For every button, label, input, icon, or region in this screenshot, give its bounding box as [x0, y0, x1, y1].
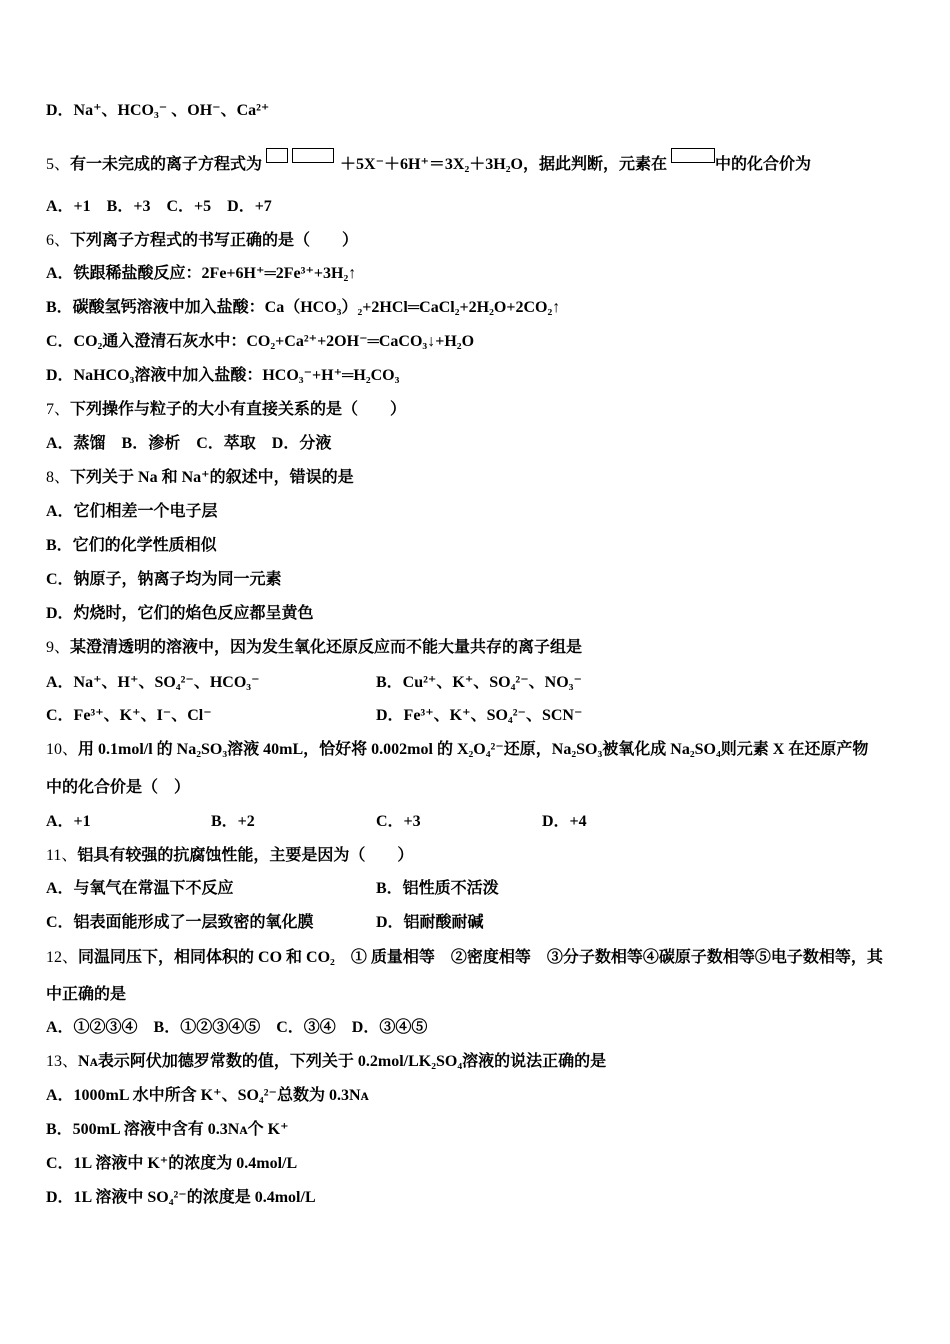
q13-option-d: D．1L 溶液中 SO₄²⁻的浓度是 0.4mol/L — [46, 1189, 316, 1206]
q9-option-a: A．Na⁺、H⁺、SO₄²⁻、HCO₃⁻ — [46, 674, 260, 691]
q5-number: 5、 — [46, 156, 71, 173]
q10-stem: 10、用 0.1mol/l 的 Na₂SO₃溶液 40mL，恰好将 0.002mol 的 X₂O₄²⁻还原，Na₂SO₃被氧化成 Na₂SO₄则元素 X 在还原产物 — [46, 741, 869, 758]
q8-option-c: C．钠原子，钠离子均为同一元素 — [46, 571, 282, 588]
q13-option-a: A．1000mL 水中所含 K⁺、SO₄²⁻总数为 0.3Nᴀ — [46, 1087, 369, 1104]
q10-option-c: C．+3 — [376, 813, 421, 830]
q9-stem: 9、某澄清透明的溶液中，因为发生氧化还原反应而不能大量共存的离子组是 — [46, 639, 583, 656]
q12-options: A．①②③④ B．①②③④⑤ C．③④ D．③④⑤ — [46, 1019, 428, 1036]
q11-option-b: B．铝性质不活泼 — [376, 880, 499, 897]
q9-option-d: D．Fe³⁺、K⁺、SO₄²⁻、SCN⁻ — [376, 707, 583, 724]
q7-options: A．蒸馏 B．渗析 C．萃取 D．分液 — [46, 435, 332, 452]
q11-option-d: D．铝耐酸耐碱 — [376, 914, 484, 931]
q8-option-a: A．它们相差一个电子层 — [46, 503, 218, 520]
q5-stem: 5、有一未完成的离子方程式为 ＋5X⁻＋6H⁺＝3X₂＋3H₂O，据此判断，元素在 中的化合价为 — [46, 148, 811, 175]
q7-stem: 7、下列操作与粒子的大小有直接关系的是（ ） — [46, 401, 407, 418]
q10-option-d: D．+4 — [542, 813, 587, 830]
q11-stem: 11、铝具有较强的抗腐蚀性能，主要是因为（ ） — [46, 847, 414, 864]
blank-box — [266, 148, 288, 163]
blank-box — [671, 148, 715, 163]
q13-option-b: B．500mL 溶液中含有 0.3Nᴀ个 K⁺ — [46, 1121, 289, 1138]
q9-option-b: B．Cu²⁺、K⁺、SO₄²⁻、NO₃⁻ — [376, 674, 582, 691]
q13-stem: 13、Nᴀ表示阿伏加德罗常数的值，下列关于 0.2mol/LK₂SO₄溶液的说法正确的是 — [46, 1053, 607, 1070]
q6-option-b: B．碳酸氢钙溶液中加入盐酸：Ca（HCO₃）₂+2HCl═CaCl₂+2H₂O+2CO₂↑ — [46, 299, 561, 316]
q13-option-c: C．1L 溶液中 K⁺的浓度为 0.4mol/L — [46, 1155, 298, 1172]
q11-option-c: C．铝表面能形成了一层致密的氧化膜 — [46, 914, 314, 931]
q8-option-b: B．它们的化学性质相似 — [46, 537, 217, 554]
q6-stem: 6、下列离子方程式的书写正确的是（ ） — [46, 232, 359, 249]
q8-stem: 8、下列关于 Na 和 Na⁺的叙述中，错误的是 — [46, 469, 354, 486]
q10-option-b: B．+2 — [211, 813, 255, 830]
q11-option-a: A．与氧气在常温下不反应 — [46, 880, 234, 897]
q9-option-c: C．Fe³⁺、K⁺、I⁻、Cl⁻ — [46, 707, 212, 724]
q6-option-d: D．NaHCO₃溶液中加入盐酸：HCO₃⁻+H⁺═H₂CO₃ — [46, 367, 400, 384]
q6-option-a: A．铁跟稀盐酸反应：2Fe+6H⁺═2Fe³⁺+3H₂↑ — [46, 265, 357, 282]
q10-option-a: A．+1 — [46, 813, 91, 830]
q4-option-d: D．Na⁺、HCO₃⁻ 、OH⁻、Ca²⁺ — [46, 102, 270, 119]
q6-option-c: C．CO₂通入澄清石灰水中：CO₂+Ca²⁺+2OH⁻═CaCO₃↓+H₂O — [46, 333, 475, 350]
q8-option-d: D．灼烧时，它们的焰色反应都呈黄色 — [46, 605, 314, 622]
q12-stem: 12、同温同压下，相同体积的 CO 和 CO₂ ① 质量相等 ②密度相等 ③分子数相等④碳原子数相等⑤电子数相等，其 — [46, 949, 883, 966]
q5-options: A．+1 B．+3 C．+5 D．+7 — [46, 198, 272, 215]
blank-box — [292, 148, 334, 163]
q12-stem-cont: 中正确的是 — [46, 986, 127, 1003]
q10-stem-cont: 中的化合价是（ ） — [46, 779, 191, 796]
